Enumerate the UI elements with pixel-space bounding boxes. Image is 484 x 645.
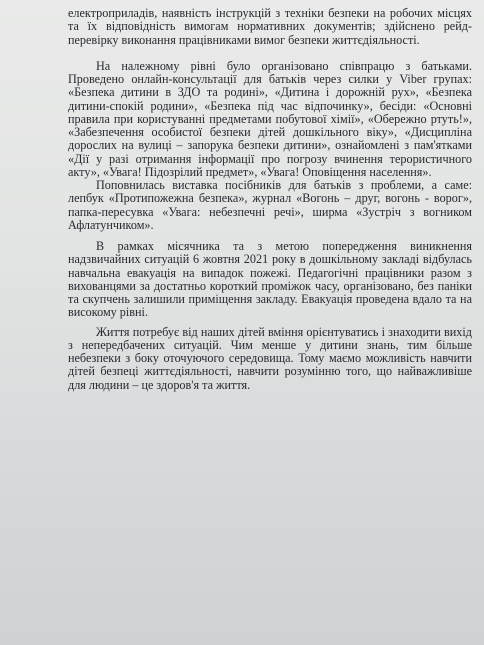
paragraph-conclusion: Життя потребує від наших дітей вміння орієнтуватись і знаходити вихід з непередбачених ситуацій. Чим менше у дитини знань, тим більше небезпеки з боку оточуючого середовища. Тому маємо можливість навчити дітей безпеці життєдіяльності, навчити розумінню того, що найважливіше для людини – це здоров'я та життя. [68,324,472,392]
paragraph-parent-cooperation: На належному рівні було організовано співпрацю з батьками. Проведено онлайн-консультації для батьків через силки у Viber групах: «Безпека дитини в ЗДО та родині», «Дитина і дорожній рух», «Безпека дитини-спокій родини», «Безпека під час відпочинку», бесіди: «Основні правила при користуванні предметами побутової хімії», «Обережно ртуть!», «Забезпечення особистої безпеки дітей дошкільного віку», «Дисципліна дорослих на вулиці – запорука безпеки дитини», ознайомлені з пам'ятками «Дії у разі отримання інформації про погрозу вчинення терористичного акту», «Увага! Підозрілий предмет», «Увага! Оповіщення населення». [68,58,472,179]
document-body [68,7,472,392]
paragraph-safety-inspection: електроприладів, наявність інструкцій з техніки безпеки на робочих місцях та їх відповідність вимогам нормативних документів; здійснено рейд-перевірку виконання працівниками вимог безпеки життєдіяльності. [68,6,472,47]
paragraph-exhibition: Поповнилась виставка посібників для батьків з проблеми, а саме: лепбук «Протипожежна безпека», журнал «Вогонь – друг, вогонь - ворог», папка-пересувка «Увага: небезпечні речі», ширма «Зустріч з вогником Афлатунчиком». [68,178,472,232]
paragraph-evacuation: В рамках місячника та з метою попередження виникнення надзвичайних ситуацій 6 жовтня 2021 року в дошкільному закладі відбулась навчальна евакуація на випадок пожежі. Педагогічні працівники разом з вихованцями за достатньо короткий проміжок часу, організовано, без паніки та скупчень залишили приміщення закладу. Евакуація проведена вдало та на високому рівні. [68,239,472,320]
